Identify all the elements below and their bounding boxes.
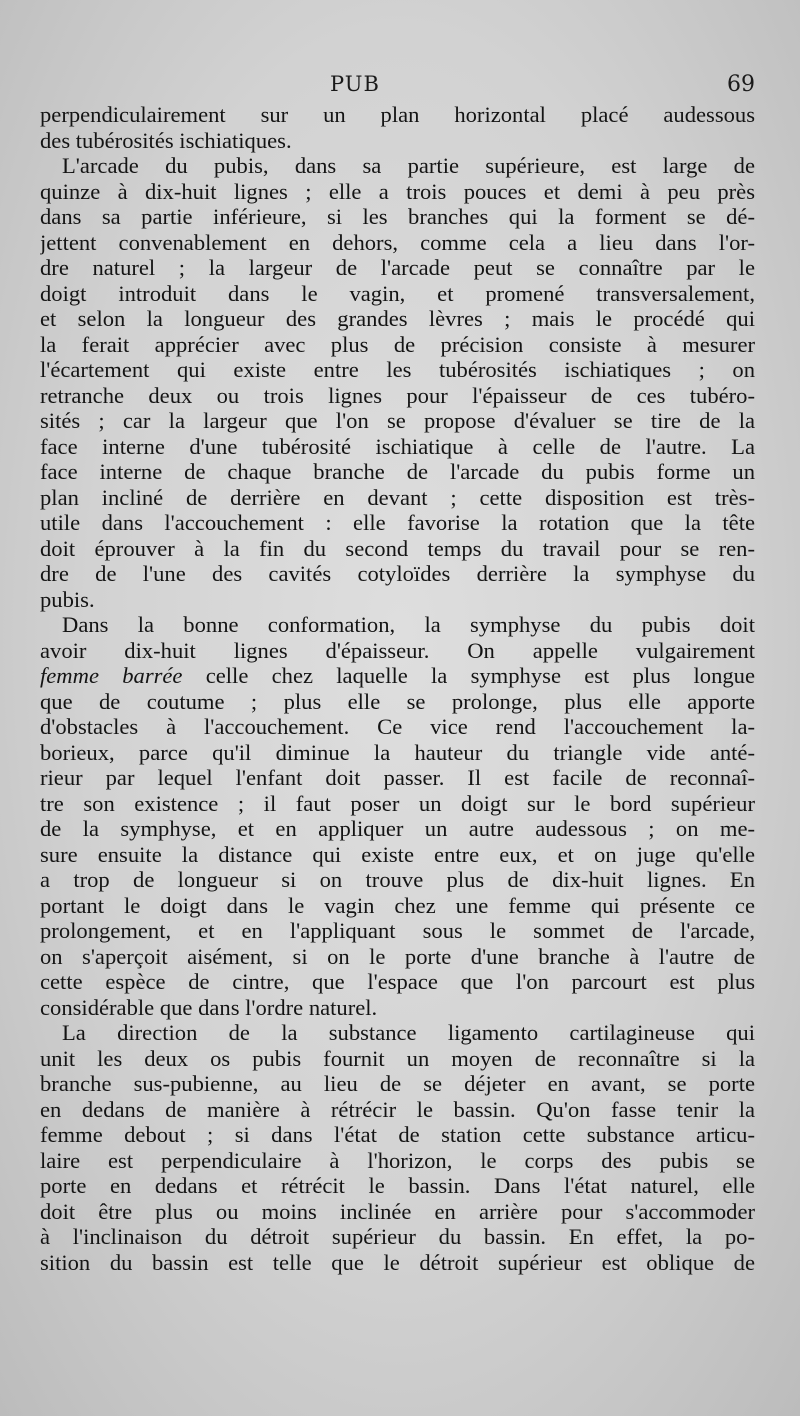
text-line: doit être plus ou moins inclinée en arrière pour s'accommoder	[40, 1198, 755, 1224]
text-line: quinze à dix-huit lignes ; elle a trois pouces et demi à peu près	[40, 178, 755, 204]
text-line: doigt introduit dans le vagin, et promené transversalement,	[40, 280, 755, 306]
body-text	[40, 102, 755, 1275]
text-line: face interne d'une tubérosité ischiatique à celle de l'autre. La	[40, 433, 755, 459]
text-line: retranche deux ou trois lignes pour l'épaisseur de ces tubéro-	[40, 382, 755, 408]
text-line: portant le doigt dans le vagin chez une femme qui présente ce	[40, 892, 755, 918]
text-line: cette espèce de cintre, que l'espace que l'on parcourt est plus	[40, 969, 755, 994]
text-line: rieur par lequel l'enfant doit passer. Il est facile de reconnaî-	[40, 765, 755, 790]
text-line: dre de l'une des cavités cotyloïdes derrière la symphyse du	[40, 561, 755, 586]
text-line: sition du bassin est telle que le détroit supérieur est oblique de	[40, 1249, 755, 1275]
text-line: a trop de longueur si on trouve plus de dix-huit lignes. En	[40, 867, 755, 892]
text-line: L'arcade du pubis, dans sa partie supérieure, est large de	[62, 153, 755, 178]
text-line	[40, 663, 755, 689]
text-line: doit éprouver à la fin du second temps du travail pour se ren-	[40, 535, 755, 561]
text-line: de la symphyse, et en appliquer un autre audessous ; on me-	[40, 816, 755, 841]
text-line: dre naturel ; la largeur de l'arcade peut se connaître par le	[40, 255, 755, 280]
text-line: branche sus-pubienne, au lieu de se déjeter en avant, se porte	[40, 1071, 755, 1096]
line-text: celle chez laquelle la symphyse est plus longue	[182, 663, 755, 688]
text-line: que de coutume ; plus elle se prolonge, plus elle apporte	[40, 688, 755, 714]
text-line: prolongement, et en l'appliquant sous le sommet de l'arcade,	[40, 918, 755, 943]
text-line: sure ensuite la distance qui existe entre eux, et on juge qu'elle	[40, 841, 755, 867]
text-line: des tubérosités ischiatiques.	[40, 127, 292, 153]
text-line: laire est perpendiculaire à l'horizon, le corps des pubis se	[40, 1147, 755, 1173]
text-line: la ferait apprécier avec plus de précision consiste à mesurer	[40, 331, 755, 357]
text-line: plan incliné de derrière en devant ; cette disposition est très-	[40, 484, 755, 510]
text-line: porte en dedans et rétrécit le bassin. Dans l'état naturel, elle	[40, 1173, 755, 1198]
text-line: pubis.	[40, 586, 95, 612]
text-line: considérable que dans l'ordre naturel.	[40, 994, 378, 1020]
text-line: l'écartement qui existe entre les tubérosités ischiatiques ; on	[40, 357, 755, 382]
text-line: Dans la bonne conformation, la symphyse du pubis doit	[62, 612, 755, 637]
text-line: dans sa partie inférieure, si les branches qui la forment se dé-	[40, 204, 755, 229]
text-line: et selon la longueur des grandes lèvres ; mais le procédé qui	[40, 306, 755, 331]
italic-term: femme barrée	[40, 663, 183, 688]
text-line: d'obstacles à l'accouchement. Ce vice rend l'accouchement la-	[40, 714, 755, 739]
text-line: jettent convenablement en dehors, comme cela a lieu dans l'or-	[40, 229, 755, 255]
page-number: 69	[727, 72, 755, 97]
text-line: face interne de chaque branche de l'arcade du pubis forme un	[40, 459, 755, 484]
text-line: utile dans l'accouchement : elle favorise la rotation que la tête	[40, 510, 755, 535]
text-line: on s'aperçoit aisément, si on le porte d'une branche à l'autre de	[40, 943, 755, 969]
text-line: en dedans de manière à rétrécir le bassin. Qu'on fasse tenir la	[40, 1096, 755, 1122]
text-line: femme debout ; si dans l'état de station cette substance articu-	[40, 1122, 755, 1147]
text-line: perpendiculairement sur un plan horizontal placé audessous	[40, 102, 755, 127]
text-line: à l'inclinaison du détroit supérieur du bassin. En effet, la po-	[40, 1224, 755, 1249]
text-line: tre son existence ; il faut poser un doigt sur le bord supérieur	[40, 790, 755, 816]
text-line: borieux, parce qu'il diminue la hauteur du triangle vide anté-	[40, 739, 755, 765]
text-line: La direction de la substance ligamento cartilagineuse qui	[62, 1020, 755, 1045]
running-head-title: PUB	[330, 72, 380, 96]
text-line: avoir dix-huit lignes d'épaisseur. On appelle vulgairement	[40, 637, 755, 663]
running-head	[40, 70, 755, 104]
text-line: sités ; car la largeur que l'on se propose d'évaluer se tire de la	[40, 408, 755, 433]
text-line: unit les deux os pubis fournit un moyen de reconnaître si la	[40, 1045, 755, 1071]
